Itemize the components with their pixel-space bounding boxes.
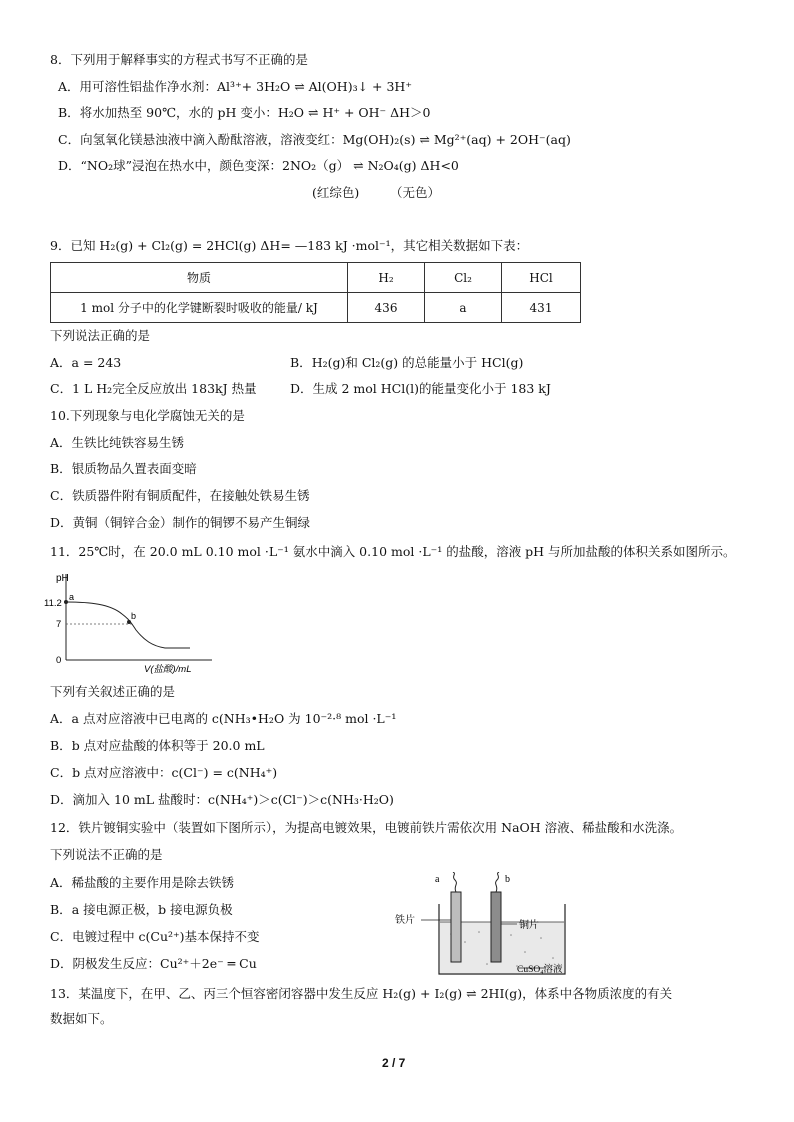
q9-option-a: A．a = 243: [50, 355, 122, 370]
q9-option-c: C．1 L H₂完全反应放出 183kJ 热量: [50, 381, 257, 396]
copper-plate: [491, 892, 501, 962]
graph-titration-curve: [66, 602, 190, 648]
q11-option-c: C．b 点对应溶液中：c(Cl⁻) = c(NH₄⁺): [50, 765, 278, 780]
page-number: 2 / 7: [382, 1056, 406, 1070]
label-a: a: [435, 874, 440, 885]
q9-prompt: 下列说法正确的是: [50, 328, 151, 343]
q9-data-table: [50, 262, 581, 323]
q9-option-d: D．生成 2 mol HCl(l)的能量变化小于 183 kJ: [290, 381, 551, 396]
q8-stem: 8．下列用于解释事实的方程式书写不正确的是: [50, 52, 308, 67]
q10-option-b: B．银质物品久置表面变暗: [50, 461, 197, 476]
q8-color-note-right: （无色）: [390, 185, 441, 200]
q10-option-d: D．黄铜（铜锌合金）制作的铜锣不易产生铜绿: [50, 515, 311, 530]
table-header-h2: H₂: [348, 263, 425, 293]
q11-option-d: D．滴加入 10 mL 盐酸时：c(NH₄⁺)＞c(Cl⁻)＞c(NH₃·H₂O): [50, 792, 394, 807]
q12-stem: 12．铁片镀铜实验中（装置如下图所示），为提高电镀效果，电镀前铁片需依次用 NaOH 溶液、稀盐酸和水洗涤。: [50, 820, 683, 835]
wire-b: [496, 872, 499, 892]
q12-option-c: C．电镀过程中 c(Cu²⁺)基本保持不变: [50, 929, 260, 944]
q13-stem-line2: 数据如下。: [50, 1011, 113, 1026]
q10-option-a: A．生铁比纯铁容易生锈: [50, 435, 185, 450]
table-cell-hcl: 431: [502, 293, 581, 323]
q8-option-c: C．向氢氧化镁悬浊液中滴入酚酞溶液，溶液变红：Mg(OH)₂(s) ⇌ Mg²⁺(aq) + 2OH⁻(aq): [58, 132, 571, 147]
graph-ylabel: pH: [56, 573, 69, 584]
q12-prompt: 下列说法不正确的是: [50, 847, 163, 862]
label-solution: CuSO₄溶液: [517, 965, 563, 975]
graph-point-a: [64, 600, 68, 604]
graph-ytick-11.2: 11.2: [44, 598, 62, 609]
q12-option-a: A．稀盐酸的主要作用是除去铁锈: [50, 875, 235, 890]
q10-stem: 10.下列现象与电化学腐蚀无关的是: [50, 408, 245, 423]
q9-option-b: B．H₂(g)和 Cl₂(g) 的总能量小于 HCl(g): [290, 355, 524, 370]
q11-stem: 11．25℃时，在 20.0 mL 0.10 mol ·L⁻¹ 氨水中滴入 0.10 mol ·L⁻¹ 的盐酸，溶液 pH 与所加盐酸的体积关系如图所示。: [50, 544, 736, 559]
label-b: b: [505, 874, 510, 885]
q8-option-d: D．“NO₂球”浸泡在热水中，颜色变深：2NO₂（g） ⇌ N₂O₄(g) ΔH<0: [58, 158, 459, 173]
table-header-cl2: Cl₂: [425, 263, 502, 293]
q11-prompt: 下列有关叙述正确的是: [50, 684, 176, 699]
q9-stem: 9．已知 H₂(g) + Cl₂(g) = 2HCl(g) ΔH= —183 kJ ·mol⁻¹，其它相关数据如下表：: [50, 238, 529, 253]
table-header-substance: 物质: [51, 263, 348, 293]
graph-ytick-0: 0: [56, 655, 62, 666]
q13-stem-line1: 13．某温度下，在甲、乙、丙三个恒容密闭容器中发生反应 H₂(g) + I₂(g) ⇌ 2HI(g)，体系中各物质浓度的有关: [50, 986, 673, 1001]
label-iron: 铁片: [395, 915, 415, 926]
q10-option-c: C．铁质器件附有铜质配件，在接触处铁易生锈: [50, 488, 310, 503]
q8-option-a: A．用可溶性铝盐作净水剂：Al³⁺+ 3H₂O ⇌ Al(OH)₃↓ + 3H⁺: [58, 79, 412, 94]
wire-a: [453, 872, 456, 892]
table-header-row: [51, 263, 581, 293]
q11-option-b: B．b 点对应盐酸的体积等于 20.0 mL: [50, 738, 265, 753]
table-row-label: 1 mol 分子中的化学键断裂时吸收的能量/ kJ: [51, 293, 348, 323]
graph-label-a: a: [69, 592, 75, 602]
q8-color-note-left: (红综色): [312, 185, 360, 200]
graph-xlabel: V(盐酸)/mL: [144, 664, 192, 675]
graph-ytick-7: 7: [56, 619, 62, 630]
label-copper: 铜片: [519, 920, 539, 931]
iron-plate: [451, 892, 461, 962]
q12-option-b: B．a 接电源正极，b 接电源负极: [50, 902, 233, 917]
q11-option-a: A．a 点对应溶液中已电离的 c(NH₃•H₂O 为 10⁻²·⁸ mol ·L⁻¹: [50, 711, 397, 726]
q12-option-d: D．阴极发生反应：Cu²⁺＋2e⁻ ═ Cu: [50, 956, 257, 971]
table-cell-h2: 436: [348, 293, 425, 323]
q12-electroplating-apparatus: [395, 872, 595, 982]
q8-option-b: B．将水加热至 90℃，水的 pH 变小：H₂O ⇌ H⁺ + OH⁻ ΔH＞0: [58, 105, 431, 120]
q11-ph-graph: [40, 566, 220, 676]
table-row: [51, 293, 581, 323]
table-header-hcl: HCl: [502, 263, 581, 293]
table-cell-cl2: a: [425, 293, 502, 323]
graph-label-b: b: [131, 611, 137, 621]
